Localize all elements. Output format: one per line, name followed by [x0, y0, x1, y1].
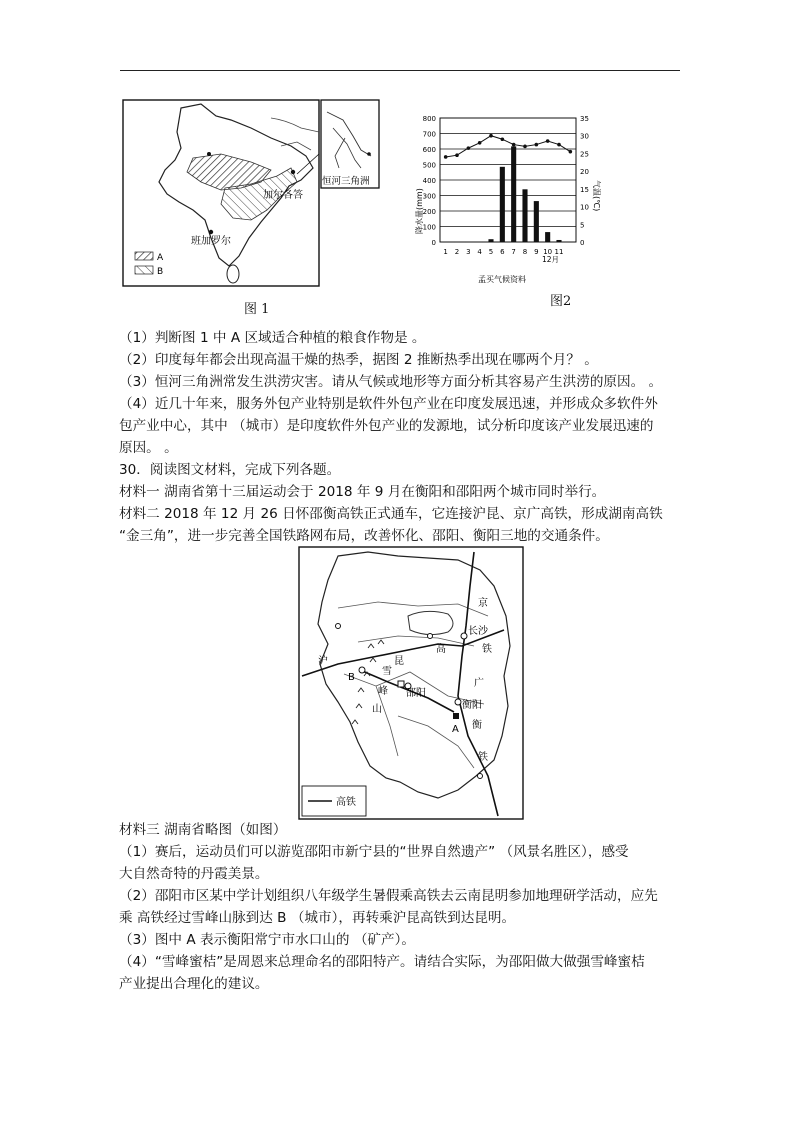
hunan-map: [298, 546, 524, 820]
precipitation-bar: [466, 242, 471, 243]
y-right-tick-label: 25: [580, 150, 589, 159]
precipitation-bar: [545, 232, 550, 242]
precipitation-bar: [500, 167, 505, 242]
part-2-line-2: 乘 高铁经过雪峰山脉到达 B （城市），再转乘沪昆高铁到达昆明。: [119, 910, 516, 926]
question-4-line-3: 原因。 。: [119, 440, 178, 456]
label-feng: 峰: [378, 686, 388, 697]
question-3: （3）恒河三角洲常发生洪涝灾害。请从气候或地形等方面分析其容易产生洪涝的原因。 。: [119, 374, 663, 390]
material-2-line-1: 材料二 2018 年 12 月 26 日怀邵衡高铁正式通车，它连接沪昆、京广高铁，形成湖南高铁: [119, 506, 663, 522]
temperature-point: [467, 146, 471, 150]
y-right-tick-label: 20: [580, 168, 589, 177]
label-heng: 衡: [472, 720, 482, 731]
label-shaoyang: 邵阳: [406, 688, 426, 699]
y-left-axis-label: 降水量(mm): [415, 188, 424, 234]
temperature-point: [512, 143, 516, 147]
label-gao: 高: [436, 644, 446, 655]
precipitation-bar: [454, 242, 459, 243]
label-hengyang: 衡阳: [462, 700, 482, 711]
x-tick-label: 9: [534, 248, 539, 256]
temperature-point: [546, 139, 550, 143]
label-b: B: [348, 672, 355, 683]
y-left-tick-label: 200: [422, 208, 436, 216]
part-2-line-1: （2）邵阳市区某中学计划组织八年级学生暑假乘高铁去云南昆明参加地理研学活动，应先: [119, 888, 658, 904]
temperature-point: [523, 145, 527, 149]
sri-lanka: [227, 265, 239, 283]
x-axis-unit: 12月: [542, 255, 560, 264]
figure2-climate-chart: [400, 106, 610, 296]
figure1-india-map: [121, 98, 401, 298]
material-1: 材料一 湖南省第十三届运动会于 2018 年 9 月在衡阳和邵阳两个城市同时举行。: [119, 484, 606, 500]
question-2: （2）印度每年都会出现高温干燥的热季，据图 2 推断热季出现在哪两个月？ 。: [119, 352, 598, 368]
part-4-line-2: 产业提出合理化的建议。: [119, 976, 269, 992]
legend-b-swatch: [135, 266, 153, 274]
label-tie-1: 铁: [482, 644, 492, 655]
temperature-point: [557, 143, 561, 147]
temperature-point: [455, 153, 459, 157]
label-kun: 昆: [394, 656, 404, 667]
x-tick-label: 11: [554, 248, 564, 256]
x-tick-label: 5: [488, 248, 494, 256]
chart-source: 孟买气候资料: [478, 275, 526, 284]
precipitation-bar: [522, 189, 527, 242]
label-ganges-delta: 恒河三角洲: [322, 176, 370, 187]
x-tick-label: 3: [466, 248, 471, 256]
y-right-tick-label: 5: [580, 221, 585, 230]
y-right-tick-label: 35: [580, 115, 589, 123]
x-tick-label: 2: [454, 248, 460, 256]
y-right-tick-label: 15: [580, 185, 589, 194]
legend-rail-label: 高铁: [336, 797, 356, 808]
question-1: （1）判断图 1 中 A 区域适合种植的粮食作物是 。: [119, 330, 426, 346]
x-tick-label: 6: [500, 248, 505, 256]
precipitation-bar: [534, 201, 539, 242]
legend-a-swatch: [135, 252, 153, 260]
question-4-line-2: 包产业中心，其中 （城市）是印度软件外包产业的发源地，试分析印度该产业发展迅速的: [119, 418, 654, 434]
part-1-line-2: 大自然奇特的丹霞美景。: [119, 866, 269, 882]
legend-b-label: B: [157, 267, 164, 277]
temperature-point: [501, 137, 505, 141]
x-tick-label: 10: [543, 248, 553, 256]
y-left-tick-label: 400: [422, 177, 436, 185]
material-2-line-2: “金三角”，进一步完善全国铁路网布局，改善怀化、邵阳、衡阳三地的交通条件。: [119, 528, 609, 544]
question-30-heading: 30．阅读图文材料，完成下列各题。: [119, 462, 341, 478]
temperature-point: [444, 155, 448, 159]
y-right-tick-label: 10: [580, 203, 589, 212]
material-3: 材料三 湖南省略图（如图）: [119, 822, 287, 838]
part-4-line-1: （4）“雪峰蜜桔”是周恩来总理命名的邵阳特产。请结合实际，为邵阳做大做强雪峰蜜桔: [119, 954, 645, 970]
precipitation-bar: [488, 239, 493, 242]
precipitation-bar: [477, 242, 482, 243]
label-hu: 沪: [318, 656, 328, 667]
label-bangalore: 班加罗尔: [191, 236, 231, 247]
x-tick-label: 8: [522, 248, 528, 256]
y-left-tick-label: 100: [422, 223, 436, 232]
y-left-tick-label: 0: [431, 239, 436, 247]
question-4-line-1: （4）近几十年来，服务外包产业特别是软件外包产业在印度发展迅速，并形成众多软件外: [119, 396, 658, 412]
y-left-tick-label: 600: [422, 146, 436, 154]
precipitation-bar: [443, 242, 448, 243]
label-jing: 京: [478, 598, 488, 609]
y-right-tick-label: 0: [580, 239, 585, 247]
figure2-caption: 图2: [550, 294, 572, 309]
y-right-axis-label: 气温(℃): [592, 180, 601, 212]
label-shan: 山: [372, 704, 382, 715]
label-a: A: [452, 724, 459, 735]
y-left-tick-label: 800: [422, 115, 436, 123]
precipitation-bar: [511, 146, 516, 242]
temperature-point: [489, 134, 493, 138]
x-tick-label: 1: [443, 248, 448, 256]
part-3: （3）图中 A 表示衡阳常宁市水口山的 （矿产）。: [119, 932, 415, 948]
y-left-tick-label: 500: [422, 161, 436, 170]
top-rule: [120, 70, 680, 71]
part-1-line-1: （1）赛后，运动员们可以游览邵阳市新宁县的“世界自然遗产” （风景名胜区），感受: [119, 844, 629, 860]
y-left-tick-label: 700: [422, 130, 436, 139]
precipitation-bar: [556, 240, 561, 242]
figure1-caption: 图 1: [244, 302, 270, 317]
label-changsha: 长沙: [468, 626, 488, 637]
label-xue: 雪: [382, 666, 392, 677]
temperature-point: [569, 150, 573, 154]
temperature-point: [535, 143, 539, 147]
y-left-tick-label: 300: [422, 192, 436, 201]
temperature-point: [478, 141, 482, 145]
y-right-tick-label: 30: [580, 132, 589, 141]
temperature-line: [446, 136, 571, 157]
label-guang: 广: [474, 678, 484, 689]
x-tick-label: 4: [477, 248, 482, 256]
x-tick-label: 7: [511, 248, 516, 256]
label-tie-2: 铁: [478, 752, 488, 763]
precipitation-bar: [568, 242, 573, 243]
legend-a-label: A: [157, 253, 164, 263]
label-kolkata: 加尔各答: [263, 190, 303, 201]
